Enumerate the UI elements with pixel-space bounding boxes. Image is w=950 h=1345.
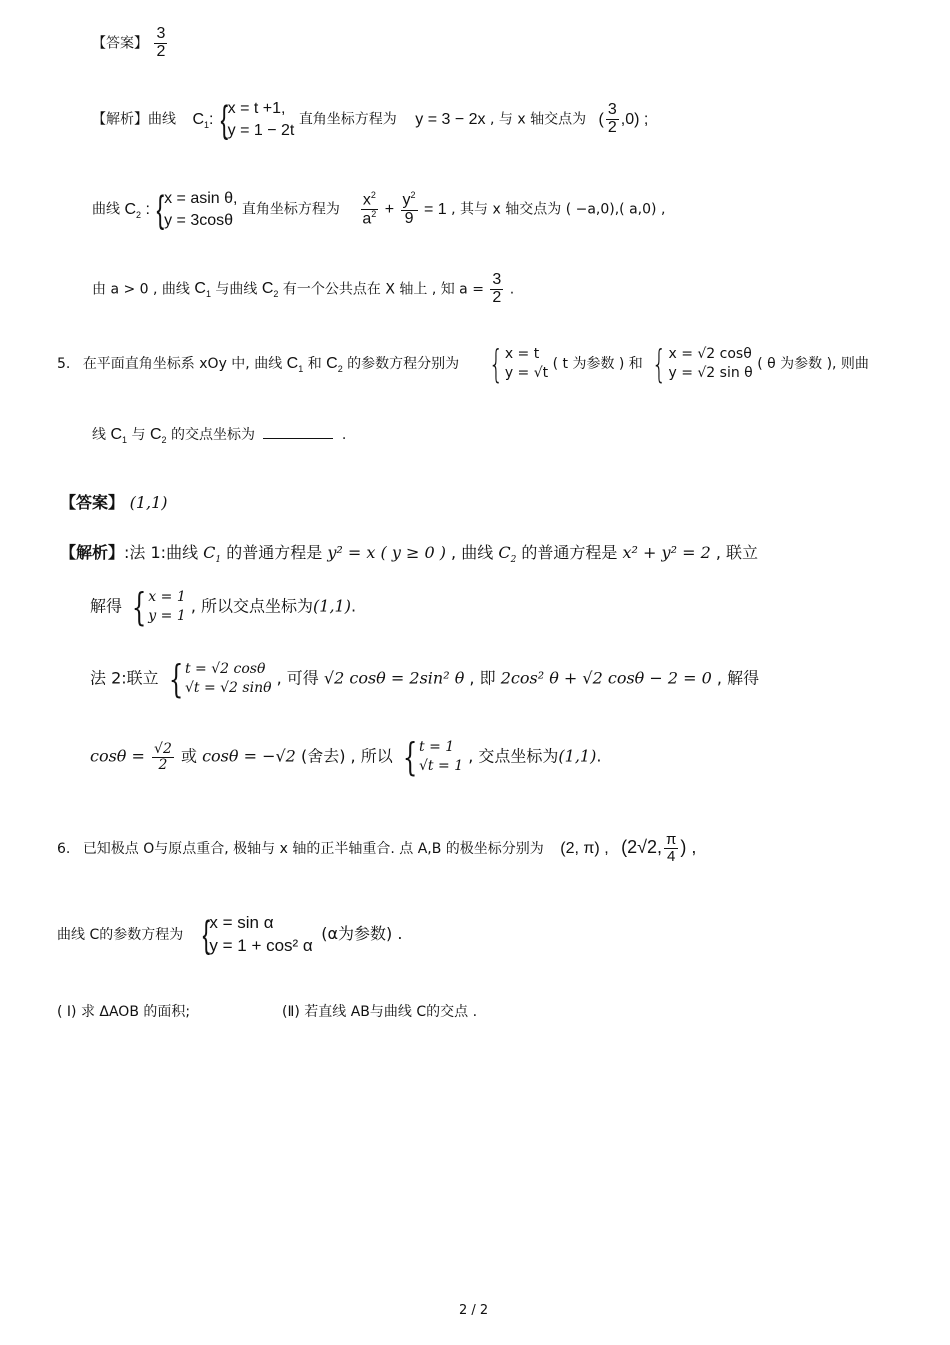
answer-fraction: $\frac{3}{2}$ (156, 25, 166, 60)
analysis-block-5: 【解析】:法 1:曲线 $C_1$ 的普通方程是 y² = x ( y ≥ 0 ) , 曲线 $C_2$ 的普通方程是 x² + y² = 2 , 联立 (60, 543, 759, 566)
curve-c2-block: 曲线 $C_2$ : { x = asin θ, y = 3cosθ 直角坐标方程为 $\frac{x^2}{a^2}$ + $\frac{y^2}{9}$ = 1 , 其与 x 轴交点为 ( −a,0),( a,0) , (92, 188, 666, 231)
method-2-line2: cosθ = $\frac{√2}{2}$ 或 cosθ = −√2 (舍去) , 所以 { t = 1 √t = 1 , 交点坐标为(1,1). (90, 735, 602, 779)
question-number: 5. (57, 356, 71, 372)
conclusion-block-4: 由 a > 0 , 曲线 $C_1$ 与曲线 $C_2$ 有一个公共点在 X 轴上 , 知 a = $\frac{3}{2}$ . (92, 271, 515, 306)
question-6: 6. 已知极点 O与原点重合, 极轴与 x 轴的正半轴重合. 点 A,B 的极坐标分别为 (2, π) , (2√2, $\frac{\pi}{4}$ ) , (57, 831, 697, 865)
question-5: 5. 在平面直角坐标系 xOy 中, 曲线 $C_1$ 和 $C_2$ 的参数方程分别为 { x = t y = √t ( t 为参数 ) 和 { x = √2 cosθ y = √2 sin θ ( θ 为参数 ), 则曲 (57, 342, 869, 386)
solution-system: { x = 1 y = 1 (131, 585, 186, 629)
page-number: 2 / 2 (459, 1303, 489, 1318)
method2-result-system: { t = 1 √t = 1 (402, 735, 464, 779)
param-system-c2: { x = asin θ, y = 3cosθ (156, 188, 238, 231)
question-6-part1: ( Ⅰ) 求 ΔAOB 的面积; (57, 1004, 191, 1020)
param-system-q6: { x = sin α y = 1 + cos² α (202, 913, 313, 956)
question-6-line2: 曲线 C的参数方程为 { x = sin α y = 1 + cos² α (α为参数) . (57, 913, 403, 956)
answer-block-5: 【答案】 (1,1) (60, 493, 168, 512)
answer-label: 【答案】 (92, 35, 148, 52)
param-system-q5-c2: { x = √2 cosθ y = √2 sin θ (652, 342, 753, 386)
analysis-block-4: 【解析】曲线 $C_1$: { x = t +1, y = 1 − 2t 直角坐标方程为 y = 3 − 2x , 与 x 轴交点为 ( $\frac{3}{2}$ ,0) ; (92, 98, 649, 141)
param-system-c1: { x = t +1, y = 1 − 2t (220, 98, 295, 141)
answer-block-4 (92, 26, 169, 61)
question-6-part2: (Ⅱ) 若直线 AB与曲线 C的交点 . (282, 1004, 478, 1020)
question-5-line2: 线 $C_1$ 与 $C_2$ 的交点坐标为 . (92, 426, 347, 446)
answer-blank[interactable] (263, 438, 333, 439)
method2-system: { t = √2 cosθ √t = √2 sinθ (168, 657, 272, 701)
analysis-5-solve: 解得 { x = 1 y = 1 , 所以交点坐标为(1,1). (90, 585, 357, 629)
method-2-line1: 法 2:联立 { t = √2 cosθ √t = √2 sinθ , 可得 √2 cosθ = 2sin² θ , 即 2cos² θ + √2 cosθ − 2 = 0 , 解得 (90, 657, 760, 701)
question-number: 6. (57, 841, 71, 857)
param-system-q5-c1: { x = t y = √t (488, 342, 549, 386)
